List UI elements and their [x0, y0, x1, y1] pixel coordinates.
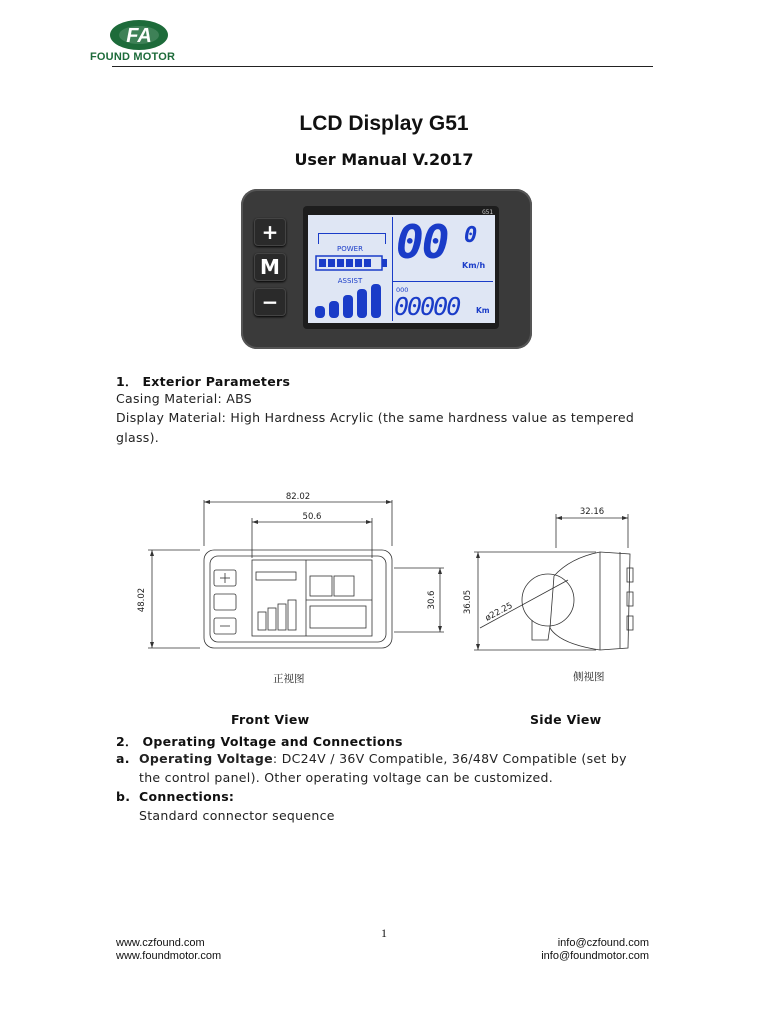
- page-number: 1: [381, 926, 387, 940]
- dim-height-total: 48.02: [137, 587, 147, 613]
- front-view-screen: [252, 560, 372, 636]
- dim-side-height: 36.05: [463, 589, 473, 615]
- dim-side-diameter: ø22.25: [483, 600, 515, 624]
- logo-text: FOUND MOTOR: [90, 51, 176, 63]
- assist-label: ASSIST: [337, 277, 363, 285]
- model-label: G51: [482, 209, 493, 216]
- front-mode-button: [214, 594, 236, 610]
- document-title: LCD Display G51: [299, 112, 469, 135]
- side-caption-cn: 侧视图: [573, 671, 605, 683]
- side-view-clamp: [522, 574, 574, 626]
- front-view-outline: [204, 550, 392, 648]
- speed-decimal: 0: [464, 223, 478, 248]
- odo-unit: Km: [476, 306, 490, 315]
- dim-height-screen: 30.6: [427, 590, 437, 610]
- item-a-line-2: the control panel). Other operating voltage can be customized.: [139, 770, 554, 785]
- section1-line-3: glass).: [116, 430, 160, 445]
- footer-website-2[interactable]: www.foundmotor.com: [116, 950, 222, 962]
- device-photo: [241, 189, 532, 349]
- side-view-label: Side View: [530, 712, 602, 727]
- side-view-outline: [550, 552, 630, 650]
- dim-width-total: 82.02: [285, 492, 311, 502]
- dim-width-screen: 50.6: [302, 512, 322, 522]
- section1-heading: 1． Exterior Parameters: [116, 374, 291, 389]
- lcd-divider-vertical: [392, 217, 393, 321]
- logo-initials: FA: [126, 25, 152, 47]
- footer-email-2[interactable]: info@foundmotor.com: [541, 950, 649, 962]
- assist-bars-icon: [313, 284, 391, 320]
- power-bracket: [318, 233, 386, 244]
- front-view-label: Front View: [231, 712, 310, 727]
- footer-email-1[interactable]: info@czfound.com: [557, 937, 649, 949]
- lcd-divider-horizontal: [393, 281, 493, 282]
- power-label: POWER: [337, 245, 363, 253]
- odo-value: 00000: [394, 292, 460, 321]
- minus-button: −: [254, 288, 286, 316]
- plus-button: +: [254, 218, 286, 246]
- technical-drawing: [130, 488, 650, 688]
- item-b-label: Connections:: [139, 789, 235, 804]
- item-a-label: Operating Voltage: [139, 751, 273, 766]
- dim-side-width: 32.16: [579, 507, 605, 517]
- front-caption-cn: 正视图: [273, 673, 305, 685]
- section1-line-1: Casing Material: ABS: [116, 391, 253, 406]
- speed-unit: Km/h: [462, 261, 486, 270]
- section2-heading: 2． Operating Voltage and Connections: [116, 734, 403, 749]
- header-rule: [112, 66, 653, 67]
- footer-website-1[interactable]: www.czfound.com: [116, 937, 205, 949]
- item-a-text: : DC24V / 36V Compatible, 36/48V Compatible (set by: [272, 751, 627, 766]
- mode-button: M: [254, 253, 286, 281]
- logo-icon: [108, 18, 170, 52]
- item-a-line-1: [139, 749, 627, 769]
- document-subtitle: User Manual V.2017: [294, 150, 474, 169]
- section1-line-2: Display Material: High Hardness Acrylic (the same hardness value as tempered: [116, 410, 635, 425]
- item-a-marker: a.: [116, 751, 130, 766]
- odo-prefix: 000: [396, 286, 409, 294]
- speed-value: 00: [396, 215, 448, 269]
- lcd-screen: [308, 209, 495, 323]
- battery-icon: [315, 255, 391, 271]
- item-b-marker: b.: [116, 789, 131, 804]
- item-b-text: Standard connector sequence: [139, 808, 335, 823]
